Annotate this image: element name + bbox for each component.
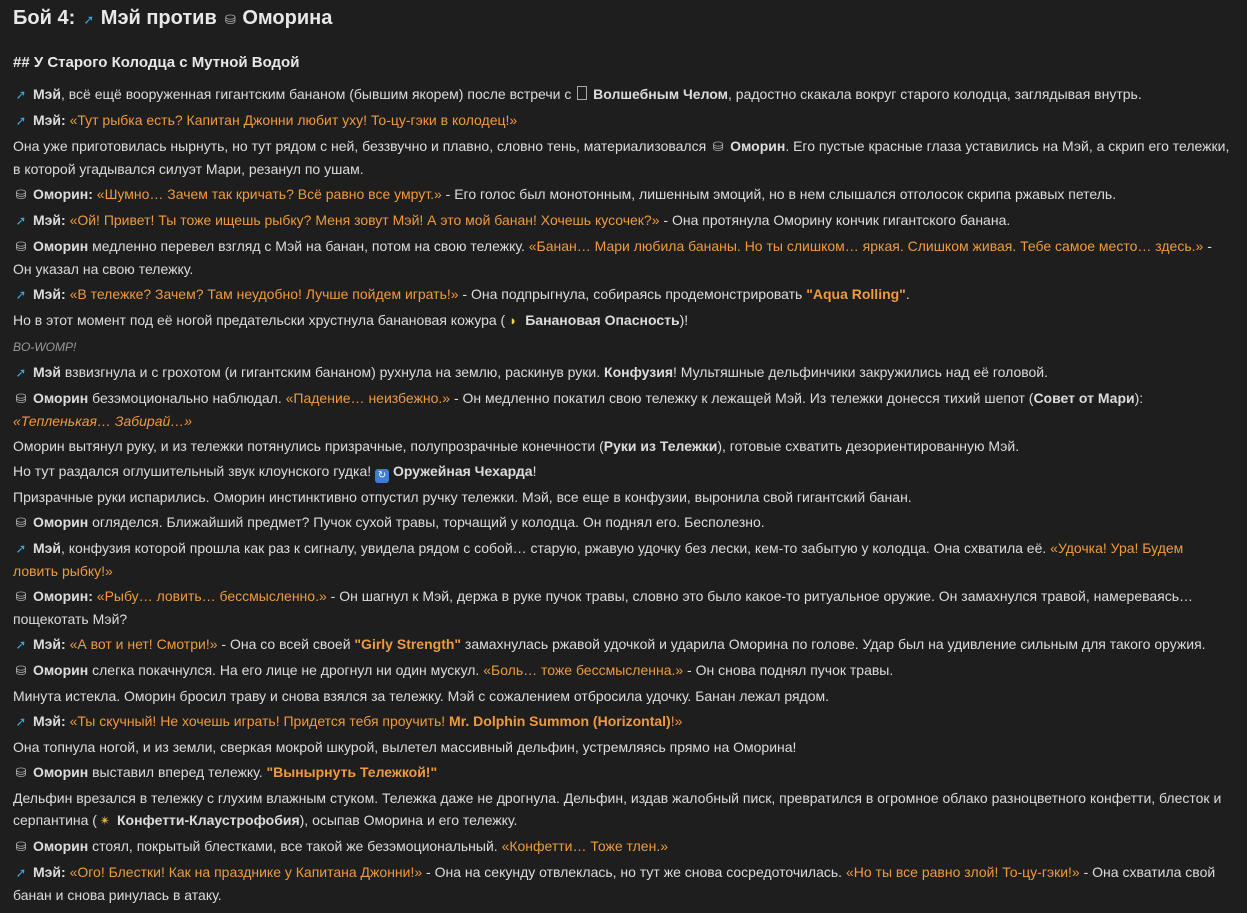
quote-text: «Тепленькая… Забирай…»	[13, 413, 193, 429]
story-paragraph	[13, 135, 1231, 180]
bold-text: Волшебным Челом	[589, 86, 729, 102]
text-run: выставил вперед тележку.	[88, 764, 267, 780]
shopping-cart-icon: ⛁	[15, 391, 27, 406]
story-paragraph	[13, 861, 1231, 906]
text-run: BO-WOMP!	[13, 340, 77, 354]
shopping-cart-icon: ⛁	[712, 139, 724, 154]
text-run: - Он снова поднял пучок травы.	[683, 662, 894, 678]
text-run: стоял, покрытый блестками, все такой же безэмоциональный.	[88, 838, 502, 854]
bold-text: Совет от Мари	[1033, 390, 1135, 406]
text-run: Оморин вытянул руку, и из тележки потянулись призрачные, полупрозрачные конечности (	[13, 438, 604, 454]
dolphin-icon: ➚	[15, 637, 27, 652]
bold-text: Оморин	[33, 662, 89, 678]
shopping-cart-icon: ⛁	[15, 765, 27, 780]
story-paragraph	[13, 835, 1231, 858]
bold-text: Оморин:	[33, 588, 93, 604]
text-run: - Она схватила свой банан и снова ринулась в атаку.	[13, 864, 1216, 903]
text-run: - Она на секунду отвлеклась, но тут же снова сосредоточилась.	[422, 864, 846, 880]
story-paragraph	[13, 787, 1231, 832]
shopping-cart-icon: ⛁	[15, 589, 27, 604]
text-run: взвизгнула и с грохотом (и гигантским бананом) рухнула на землю, раскинув руки.	[61, 364, 605, 380]
bold-text: Конфузия	[604, 364, 673, 380]
text-run: ), готовые схватить дезориентированную Мэй.	[717, 438, 1020, 454]
bold-text: Оружейная Чехарда	[393, 463, 533, 479]
story-paragraph	[13, 335, 1231, 358]
page-title	[13, 0, 1231, 37]
text-run: , радостно скакала вокруг старого колодца, заглядывая внутрь.	[728, 86, 1142, 102]
quote-text: «Банан… Мари любила бананы. Но ты слишком… яркая. Слишком живая. Тебе самое место… здесь.»	[528, 238, 1204, 254]
text-run: Минута истекла. Оморин бросил траву и снова взялся за тележку. Мэй с сожалением отбросила удочку. Банан лежал рядом.	[13, 688, 830, 704]
bold-text: Мэй	[33, 86, 61, 102]
text-run: - Его голос был монотонным, лишенным эмоций, но в нем слышался отголосок скрипа ржавых петель.	[441, 186, 1117, 202]
quote-text: "Вынырнуть Тележкой!"	[266, 764, 438, 780]
bold-text: Оморин	[33, 514, 89, 530]
title-prefix: Бой 4:	[13, 7, 76, 29]
story-paragraph	[13, 209, 1231, 232]
text-run: )!	[679, 312, 689, 328]
story-paragraph	[13, 585, 1231, 630]
quote-text: «Ого! Блестки! Как на празднике у Капитана Джонни!»	[69, 864, 423, 880]
quote-text: «Удочка! Ура! Будем ловить рыбку!»	[13, 540, 1184, 579]
quote-text: «А вот и нет! Смотри!»	[69, 636, 218, 652]
story-paragraph	[13, 183, 1231, 206]
text-run: , всё ещё вооруженная гигантским бананом (бывшим якорем) после встречи с	[61, 86, 576, 102]
dolphin-icon: ➚	[83, 12, 95, 27]
shopping-cart-icon: ⛁	[15, 187, 27, 202]
text-run: Призрачные руки испарились. Оморин инстинктивно отпустил ручку тележки. Мэй, все еще в конфузии, выронила свой гигантский банан.	[13, 489, 912, 505]
shopping-cart-icon: ⛁	[15, 663, 27, 678]
quote-text: «Ой! Привет! Ты тоже ищешь рыбку? Меня зовут Мэй! А это мой банан! Хочешь кусочек?»	[69, 212, 660, 228]
story-paragraph	[13, 361, 1231, 384]
missing-glyph-box	[577, 86, 587, 100]
section-heading: ## У Старого Колодца с Мутной Водой	[13, 54, 300, 71]
bold-text: Мэй:	[33, 212, 66, 228]
story-paragraph	[13, 685, 1231, 707]
dolphin-icon: ➚	[15, 287, 27, 302]
shopping-cart-icon: ⛁	[15, 515, 27, 530]
quote-text: «Боль… тоже бессмысленна.»	[483, 662, 684, 678]
story-paragraph	[13, 633, 1231, 656]
text-run: ! Мультяшные дельфинчики закружились над её головой.	[673, 364, 1049, 380]
shopping-cart-icon: ⛁	[15, 839, 27, 854]
story-paragraph	[13, 486, 1231, 508]
bold-text: Мэй	[33, 540, 61, 556]
bold-text: Оморин	[33, 390, 89, 406]
bold-text: Оморин	[33, 838, 89, 854]
bold-text: Руки из Тележки	[603, 438, 718, 454]
text-run: - Она подпрыгнула, собираясь продемонстрировать	[458, 286, 807, 302]
text-run: !	[532, 463, 537, 479]
story-paragraph	[13, 511, 1231, 534]
dolphin-icon: ➚	[15, 87, 27, 102]
dolphin-icon: ➚	[15, 714, 27, 729]
story-paragraph	[13, 736, 1231, 758]
dolphin-icon: ➚	[15, 213, 27, 228]
text-run: - Она со всей своей	[217, 636, 355, 652]
bold-text: Оморин	[33, 238, 89, 254]
dolphin-icon: ➚	[15, 365, 27, 380]
story-paragraph	[13, 537, 1231, 582]
party-popper-icon: ✴	[99, 813, 111, 828]
text-run: слегка покачнулся. На его лице не дрогнул ни один мускул.	[88, 662, 484, 678]
story-body	[13, 83, 1231, 906]
bold-text: Мэй:	[33, 713, 66, 729]
quote-text: "Girly Strength"	[354, 636, 462, 652]
bold-text: Мэй	[33, 364, 61, 380]
text-run: медленно перевел взгляд с Мэй на банан, потом на свою тележку.	[88, 238, 529, 254]
bold-text: Мэй:	[33, 112, 66, 128]
dolphin-icon: ➚	[15, 865, 27, 880]
quote-text: «Ты скучный! Не хочешь играть! Придется тебя проучить!	[69, 713, 450, 729]
quote-text: !»	[670, 713, 683, 729]
shopping-cart-icon: ⛁	[15, 239, 27, 254]
bold-text: Мэй:	[33, 636, 66, 652]
story-paragraph	[13, 659, 1231, 682]
story-paragraph	[13, 710, 1231, 733]
bold-text: Оморин	[730, 138, 786, 154]
story-paragraph	[13, 309, 1231, 332]
bold-text: Оморин:	[33, 186, 93, 202]
bold-text: Мэй:	[33, 864, 66, 880]
text-run: Но тут раздался оглушительный звук клоунского гудка!	[13, 463, 376, 479]
text-run: огляделся. Ближайший предмет? Пучок сухой травы, торчащий у колодца. Он поднял его. Бесполезно.	[88, 514, 765, 530]
story-paragraph	[13, 283, 1231, 306]
bold-text: Банановая Опасность	[525, 312, 680, 328]
text-run: . Его пустые красные глаза уставились на Мэй, а скрип его тележки, в которой угадывался силуэт Мари, резанул по ушам.	[13, 138, 1230, 177]
text-run: ), осыпав Оморина и его тележку.	[299, 812, 518, 828]
title-end: Оморина	[242, 7, 333, 29]
text-run: - Она протянула Оморину кончик гигантского банана.	[659, 212, 1011, 228]
text-run: замахнулась ржавой удочкой и ударила Оморина по голове. Удар был на удивление сильным для такого оружия.	[461, 636, 1206, 652]
text-run: Она топнула ногой, и из земли, сверкая мокрой шкурой, вылетел массивный дельфин, устремляясь прямо на Оморина!	[13, 739, 797, 755]
title-mid: Мэй против	[100, 7, 217, 29]
text-run: безэмоционально наблюдал.	[88, 390, 286, 406]
story-paragraph	[13, 83, 1231, 106]
story-paragraph	[13, 460, 1231, 483]
text-run: Она уже приготовилась нырнуть, но тут рядом с ней, беззвучно и плавно, словно тень, материализовался	[13, 138, 711, 154]
story-paragraph	[13, 435, 1231, 457]
swap-arrows-icon: ↻	[375, 469, 389, 483]
quote-text: Mr. Dolphin Summon (Horizontal)	[449, 713, 671, 729]
story-paragraph	[13, 761, 1231, 784]
banana-icon: ◗	[509, 313, 518, 328]
quote-text: «В тележке? Зачем? Там неудобно! Лучше пойдем играть!»	[69, 286, 459, 302]
story-paragraph	[13, 235, 1231, 280]
text-run: - Он шагнул к Мэй, держа в руке пучок травы, словно это было какое-то ритуальное оружие. Он замахнулся травой, намереваясь… пощекотать Мэй?	[13, 588, 1194, 627]
quote-text: «Но ты все равно злой! То-цу-гэки!»	[845, 864, 1080, 880]
quote-text: «Падение… неизбежно.»	[285, 390, 451, 406]
text-run: Но в этот момент под её ногой предательски хрустнула банановая кожура (	[13, 312, 506, 328]
dolphin-icon: ➚	[15, 541, 27, 556]
text-run: - Он медленно покатил свою тележку к лежащей Мэй. Из тележки донесся тихий шепот (	[450, 390, 1034, 406]
story-paragraph	[13, 109, 1231, 132]
quote-text: «Рыбу… ловить… бессмысленно.»	[96, 588, 327, 604]
story-paragraph	[13, 387, 1231, 432]
quote-text: «Тут рыбка есть? Капитан Джонни любит уху! То-цу-гэки в колодец!»	[69, 112, 518, 128]
dolphin-icon: ➚	[15, 113, 27, 128]
bold-text: Конфетти-Клаустрофобия	[116, 812, 300, 828]
shopping-cart-icon: ⛁	[224, 12, 236, 27]
bold-text: Мэй:	[33, 286, 66, 302]
text-run: - Он указал на свою тележку.	[13, 238, 1212, 277]
quote-text: "Aqua Rolling"	[806, 286, 906, 302]
text-run: .	[905, 286, 910, 302]
text-run: , конфузия которой прошла как раз к сигналу, увидела рядом с собой… старую, ржавую удочку без лески, кем-то забытую у колодца. Она схватила её.	[61, 540, 1051, 556]
bold-text: Оморин	[33, 764, 89, 780]
quote-text: «Шумно… Зачем так кричать? Всё равно все умрут.»	[96, 186, 442, 202]
quote-text: «Конфетти… Тоже тлен.»	[501, 838, 668, 854]
text-run: ):	[1134, 390, 1144, 406]
text-run: Дельфин врезался в тележку с глухим влажным стуком. Тележка даже не дрогнула. Дельфин, издав жалобный писк, превратился в огромное облако разноцветного конфетти, блесток и серпантина (	[13, 790, 1222, 828]
